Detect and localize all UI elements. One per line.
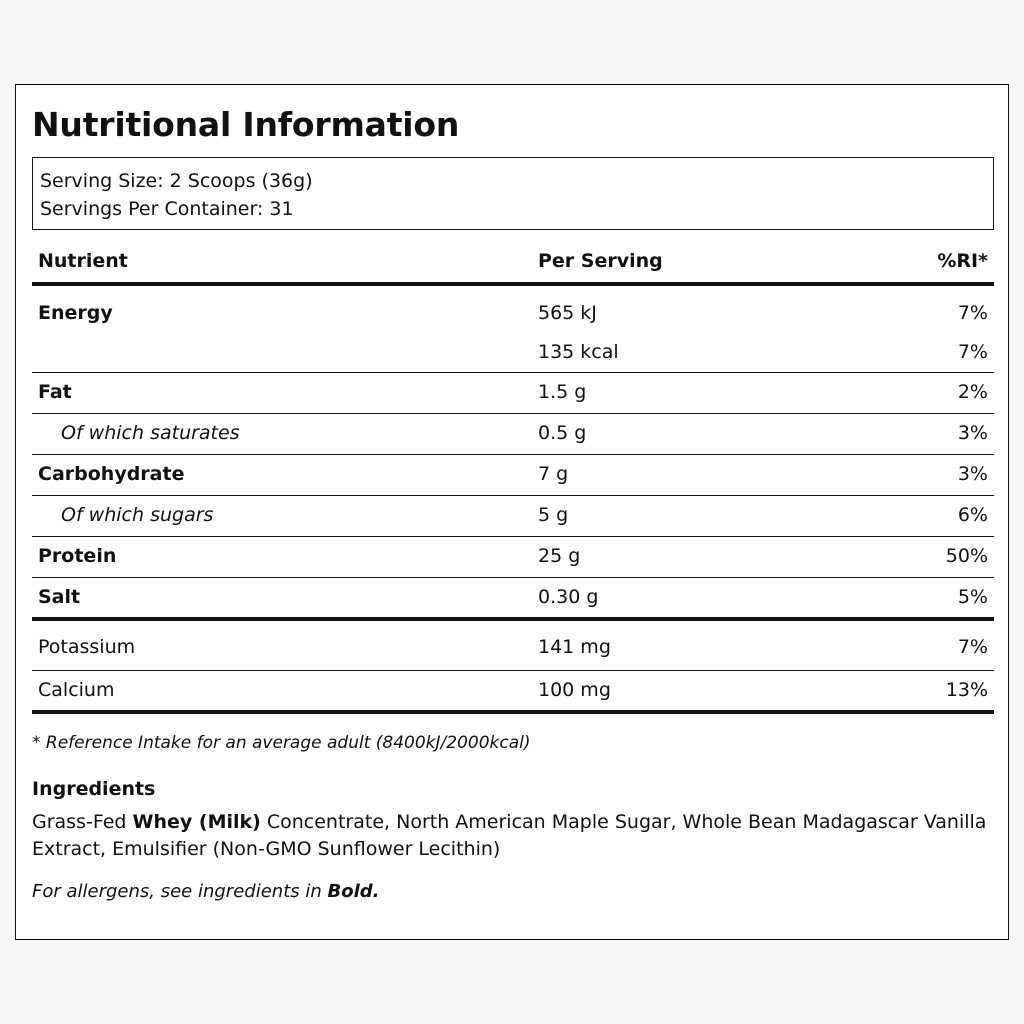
ingredients-heading: Ingredients [32,778,156,800]
header-per-serving: Per Serving [538,250,663,272]
table-row [32,373,994,414]
ri-value: 7% [957,636,988,658]
serving-info-box [32,157,994,230]
ingredients-allergen: Whey (Milk) [132,811,261,833]
per-serving-value: 135 kcal [538,341,619,363]
ingredients-suffix: Concentrate, North American Maple Sugar, Whole Bean Madagascar Vanilla Extract, Emulsifier (Non-GMO Sunflower Lecithin) [32,811,987,860]
table-row [32,621,994,671]
per-serving-value: 141 mg [538,636,611,658]
nutrient-name: Potassium [38,636,136,658]
ri-value: 13% [945,679,988,701]
per-serving-value: 0.30 g [538,586,599,608]
allergen-note-text: For allergens, see ingredients in [32,881,328,902]
per-serving-value: 1.5 g [538,381,587,403]
ri-value: 50% [945,545,988,567]
per-serving-value: 5 g [538,504,569,526]
nutrient-name: Calcium [38,679,115,701]
ingredients-prefix: Grass-Fed [32,811,133,833]
allergen-note [32,881,379,902]
page-title: Nutritional Information [32,105,460,144]
per-serving-value: 0.5 g [538,422,587,444]
table-row [32,414,994,455]
per-serving-value: 100 mg [538,679,611,701]
nutrient-name: Protein [38,545,117,567]
per-serving-value: 565 kJ [538,302,597,324]
nutrient-name: Fat [38,381,72,403]
table-row [32,671,994,714]
servings-per-container: Servings Per Container: 31 [40,198,294,220]
table-row [32,578,994,621]
header-ri: %RI* [937,250,988,272]
ri-value: 7% [957,302,988,324]
header-nutrient: Nutrient [38,250,128,272]
nutrient-name: Of which saturates [61,422,240,444]
table-row [32,537,994,578]
serving-size: Serving Size: 2 Scoops (36g) [40,170,313,192]
table-header [32,245,994,286]
allergen-note-bold: Bold. [327,881,380,902]
nutrient-name: Energy [38,302,113,324]
table-row [32,327,994,373]
ri-value: 3% [957,463,988,485]
table-row [32,496,994,537]
nutrient-name: Carbohydrate [38,463,185,485]
ri-value: 7% [957,341,988,363]
table-row [32,286,994,327]
table-row [32,455,994,496]
ingredients-text [32,809,994,863]
ri-value: 2% [957,381,988,403]
nutrition-label [15,84,1009,940]
nutrient-name: Of which sugars [61,504,214,526]
ri-value: 3% [957,422,988,444]
ri-value: 6% [957,504,988,526]
nutrition-table [32,245,994,714]
nutrient-name: Salt [38,586,81,608]
ri-value: 5% [957,586,988,608]
per-serving-value: 7 g [538,463,569,485]
per-serving-value: 25 g [538,545,581,567]
reference-intake-footnote: * Reference Intake for an average adult (8400kJ/2000kcal) [32,733,531,753]
